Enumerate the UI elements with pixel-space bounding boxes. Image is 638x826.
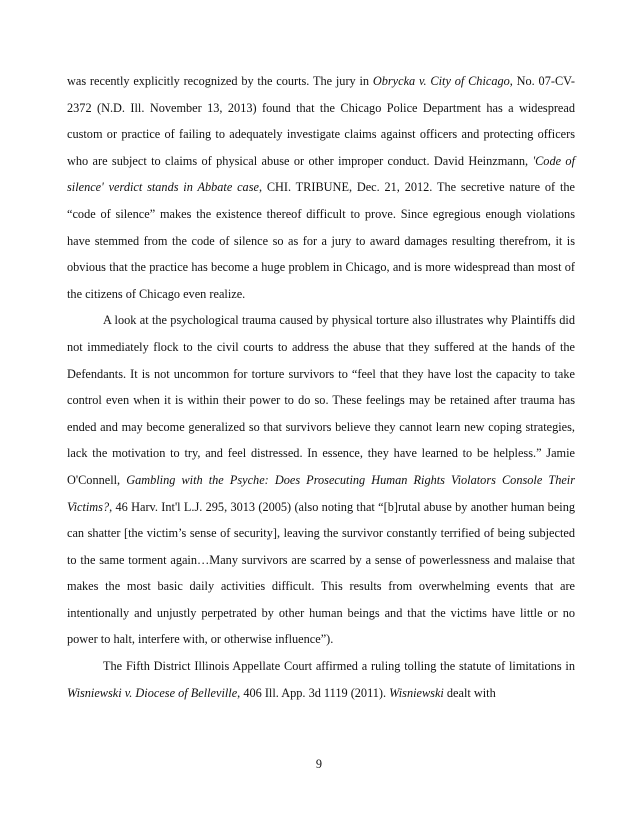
citation-title: 'Code of silence' verdict stands in Abbate case xyxy=(67,153,575,195)
citation-title: Obrycka v. City of Chicago xyxy=(372,74,510,88)
paragraph-2 xyxy=(67,307,575,653)
citation-title: Wisniewski v. Diocese of Belleville xyxy=(67,685,238,700)
text-run: A look at the psychological trauma caused by physical torture also illustrates why Plaintiffs did not immediately flock to the civil courts to address the abuse that they suffered at the hands of the Defendants. It is not uncommon for torture survivors to “feel that they have lost the capacity to take control even when it is within their power to do so. These feelings may be retained after trauma has ended and may become generalized so that survivors believe they cannot learn new coping strategies, lack the motivation to try, and feel distressed. In essence, they have learned to be helpless.” Jamie O'Connell, xyxy=(67,313,575,487)
text-run: , 46 Harv. Int'l L.J. 295, 3013 (2005) (also noting that “[b]rutal abuse by another human being can shatter [the victim’s sense of security], leaving the survivor constantly terrified of being subjected to the same torment again…Many survivors are scarred by a sense of powerlessness and malaise that makes the most basic daily activities difficult. This results from overwhelming events that are intentionally and unjustly perpetrated by other human beings and that the victims have little or no power to halt, interfere with, or otherwise influence”). xyxy=(67,499,575,647)
text-run: , 406 Ill. App. 3d 1119 (2011). xyxy=(237,685,390,700)
citation-title: Gambling with the Psyche: Does Prosecuting Human Rights Violators Console Their Victims? xyxy=(67,472,576,514)
text-run: , No. 07-CV-2372 (N.D. Ill. November 13, 2013) found that the Chicago Police Department has a widespread custom or practice of failing to adequately investigate claims against officers and protecting officers who are subject to claims of physical abuse or other improper conduct. David Heinzmann, xyxy=(67,74,575,168)
text-run: The Fifth District Illinois Appellate Court affirmed a ruling tolling the statute of limitations in xyxy=(103,659,575,674)
text-run: was recently explicitly recognized by the courts. The jury in xyxy=(67,74,373,88)
page-number: 9 xyxy=(315,757,323,771)
body-text xyxy=(67,68,575,706)
citation-title: Wisniewski xyxy=(389,685,444,700)
text-run: dealt with xyxy=(443,685,496,700)
text-run: , CHI. TRIBUNE, Dec. 21, 2012. The secretive nature of the “code of silence” makes the existence thereof difficult to prove. Since egregious enough violations have stemmed from the code of silence so as for a jury to award damages resulting therefrom, it is obvious that the practice has become a huge problem in Chicago, and is more widespread than most of the citizens of Chicago even realize. xyxy=(67,180,575,301)
paragraph-3 xyxy=(67,653,575,706)
paragraph-1 xyxy=(67,68,575,307)
